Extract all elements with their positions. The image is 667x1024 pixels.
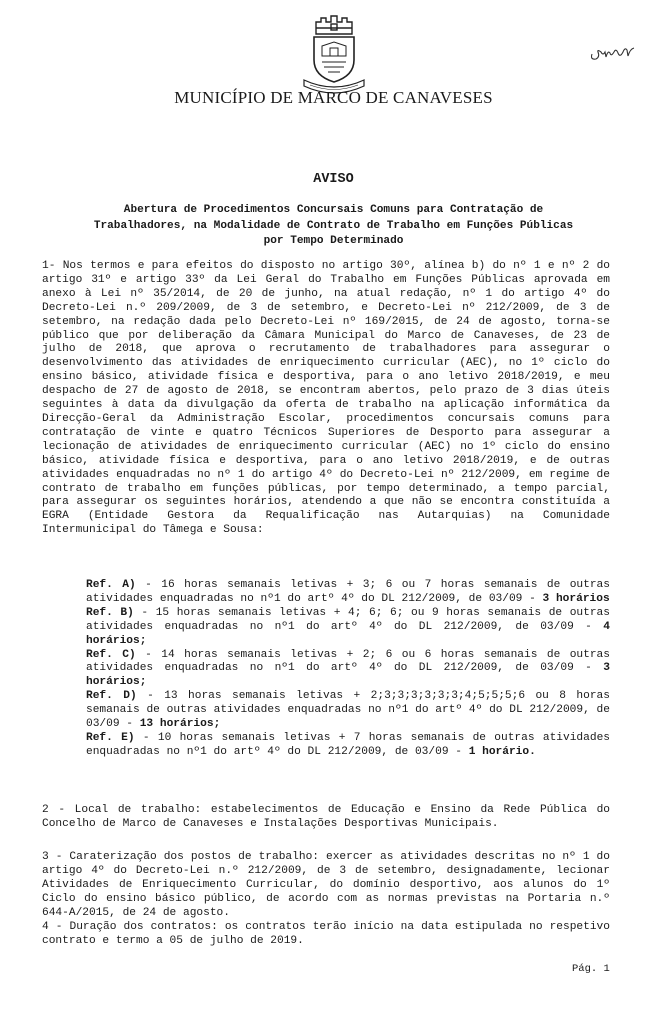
ref-label: Ref. A) xyxy=(86,579,136,591)
ref-text: - 13 horas semanais letivas + 2;3;3;3;3;3;3;4;5;5;5;6 ou 8 horas semanais de outras atividades enquadradas no nº1 do artº 4º do DL 212/2009, de 03/09 - xyxy=(86,690,610,731)
paragraph-3: 3 - Caraterização dos postos de trabalho: exercer as atividades descritas no nº 1 do artigo 4º do Decreto-Lei n.º 212/2009, de 3 de setembro, designadamente, lecionar Atividades de Enriquecimento Curricular, do domínio desportivo, aos alunos do 1º Ciclo do ensino básico público, de acordo com as normas previstas na Portaria n.º 644-A/2015, de 24 de agosto. xyxy=(42,851,610,919)
ref-label: Ref. E) xyxy=(86,731,135,744)
schedule-ref-d xyxy=(86,690,610,732)
heading-line: Trabalhadores, na Modalidade de Contrato de Trabalho em Funções Públicas xyxy=(93,219,574,232)
ref-hours: 13 horários; xyxy=(139,718,221,731)
schedule-references-list xyxy=(86,579,610,760)
handwritten-initials xyxy=(588,40,638,64)
page-number: Pág. 1 xyxy=(572,963,610,975)
schedule-ref-c xyxy=(86,649,610,691)
ref-text: - 10 horas semanais letivas + 7 horas semanais de outras atividades enquadradas no nº1 do artº 4º do DL 212/2009, de 03/09 - xyxy=(86,731,610,758)
ref-hours: 4 horários; xyxy=(86,620,610,647)
ref-label: Ref. D) xyxy=(86,690,137,703)
paragraph-1: 1- Nos termos e para efeitos do disposto no artigo 30º, alínea b) do nº 1 e nº 2 do artigo 31º e artigo 33º da Lei Geral do Trabalho em Funções Públicas aprovada em anexo à Lei nº 35/2014, de 20 de junho, na atual redação, nº 1 do artigo 4º do Decreto-Lei n.º 209/2009, de 3 de setembro, e Decreto-Lei nº 212/2009, de 3 de setembro, na redação dada pelo Decreto-Lei nº 169/2015, de 24 de agosto, torna-se público que por deliberação da Câmara Municipal do Marco de Canaveses, de 23 de julho de 2018, que aprova o recrutamento de trabalhadores para assegurar o desenvolvimento das atividades de enriquecimento curricular (AEC), no 1º ciclo do ensino básico, atividade física e desportiva, para o ano letivo 2018/2019, e meu despacho de 27 de agosto de 2018, se encontram abertos, pelo prazo de 3 dias úteis seguintes à data da divulgação da oferta de trabalho na aplicação informática da Direcção-Geral da Administração Escolar, procedimentos concursais comuns para contratação de vinte e quatro Técnicos Superiores de Desporto para assegurar a lecionação de atividades de enriquecimento curricular (AEC) no 1º ciclo do ensino básico, atividade física e desportiva, para o ano letivo 2018/2019, e de outras atividades enquadradas no nº 1 do artigo 4º do Decreto-Lei nº 212/2009, em regime de contrato de trabalho em funções públicas, por tempo determinado, a tempo parcial, para assegurar os seguintes horários, atendendo a que não se encontra constituída a EGRA (Entidade Gestora da Requalificação nas Autarquias) na Comunidade Intermunicipal do Tâmega e Sousa: xyxy=(42,260,610,537)
ref-label: Ref. C) xyxy=(86,648,136,661)
ref-hours: 3 horários xyxy=(542,592,610,605)
ref-text: - 16 horas semanais letivas + 3; 6 ou 7 horas semanais de outras atividades enquadradas no nº1 do artº 4º do DL 212/2009, de 03/09 - xyxy=(86,579,610,605)
ref-label: Ref. B) xyxy=(86,606,134,619)
heading-line: por Tempo Determinado xyxy=(263,235,404,247)
ref-hours: 3 horários; xyxy=(86,662,610,689)
schedule-ref-e xyxy=(86,732,610,760)
ref-text: - 14 horas semanais letivas + 2; 6 ou 6 horas semanais de outras atividades enquadradas no nº1 do artº 4º do DL 212/2009, de 03/09 - xyxy=(86,648,610,675)
municipality-name: MUNICÍPIO DE MARCO DE CANAVESES xyxy=(174,88,493,107)
document-heading xyxy=(40,203,627,250)
paragraph-4: 4 - Duração dos contratos: os contratos terão início na data estipulada no respetivo contrato e termo a 05 de julho de 2019. xyxy=(42,921,610,947)
paragraph-2: 2 - Local de trabalho: estabelecimentos de Educação e Ensino da Rede Pública do Concelho de Marco de Canaveses e Instalações Desportivas Municipais. xyxy=(42,804,610,830)
schedule-ref-a xyxy=(86,579,610,607)
schedule-ref-b xyxy=(86,607,610,649)
ref-text: - 15 horas semanais letivas + 4; 6; 6; ou 9 horas semanais de outras atividades enquadradas no nº1 do artº 4º do DL 212/2009, de 03/09 - xyxy=(86,606,610,633)
municipal-coat-of-arms-icon xyxy=(294,10,374,96)
ref-hours: 1 horário. xyxy=(468,745,536,758)
document-title: AVISO xyxy=(313,172,354,187)
heading-line: Abertura de Procedimentos Concursais Comuns para Contratação de xyxy=(123,204,544,216)
